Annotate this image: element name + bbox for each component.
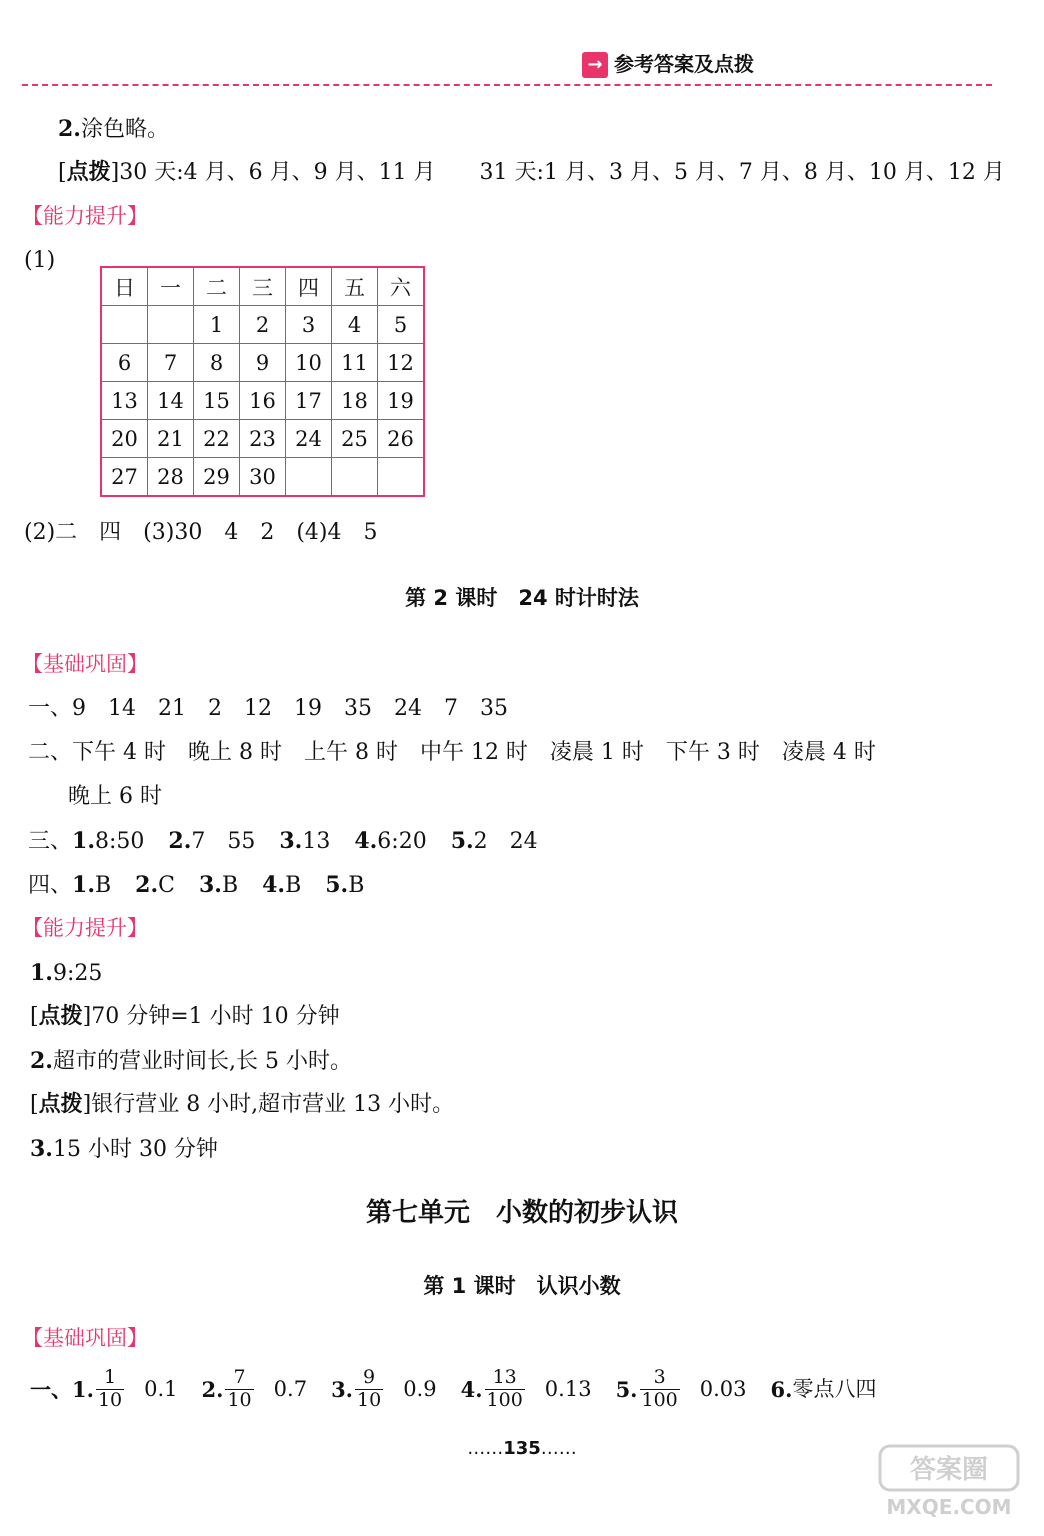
- date-cell: 10: [286, 344, 332, 382]
- date-cell: 30: [240, 458, 286, 497]
- date-cell: 25: [332, 420, 378, 458]
- date-cell: 18: [332, 382, 378, 420]
- hint-line: [30, 1094, 454, 1116]
- calendar-row: [101, 344, 424, 382]
- weekday-cell: 三: [240, 267, 286, 306]
- fraction-numerator: 1: [96, 1368, 124, 1390]
- item-value: 2 24: [473, 829, 538, 854]
- exercise-4: [28, 874, 364, 897]
- item-number: 3.: [279, 828, 303, 854]
- fraction-numerator: 9: [355, 1368, 383, 1390]
- watermark-text: MXQE.COM: [886, 1495, 1012, 1519]
- fraction-item: [202, 1368, 332, 1411]
- header-divider: [22, 84, 992, 86]
- fraction-denominator: 100: [641, 1388, 678, 1411]
- hint-text: 银行营业 8 小时,超市营业 13 小时。: [91, 1092, 455, 1117]
- answer-text: 涂色略。: [80, 117, 169, 142]
- date-cell: 12: [378, 344, 425, 382]
- fraction-numerator: 13: [485, 1368, 525, 1390]
- tag-basic: 【基础巩固】: [22, 652, 148, 676]
- header-title: 参考答案及点拨: [614, 52, 754, 76]
- date-cell: 26: [378, 420, 425, 458]
- date-cell: 22: [194, 420, 240, 458]
- calendar-table: [100, 266, 425, 497]
- exercise-prefix: 一、: [30, 1376, 72, 1402]
- exercise-1-fractions: [30, 1368, 876, 1411]
- hint-label: 点拨: [38, 1004, 83, 1029]
- fraction-denominator: 10: [97, 1388, 123, 1411]
- page-number-value: 135: [503, 1438, 541, 1459]
- date-cell: 2: [240, 306, 286, 344]
- fraction: [485, 1368, 525, 1411]
- hint-bracket-close: ]: [82, 1092, 92, 1117]
- date-cell: [378, 458, 425, 497]
- answers-2-4: (2)二 四 (3)30 4 2 (4)4 5: [24, 520, 378, 545]
- hint-bracket-open: [: [58, 160, 67, 185]
- lesson-2-title: 第 2 课时 24 时计时法: [405, 586, 639, 610]
- hint-bracket-close: ]: [110, 160, 120, 185]
- tag-basic: 【基础巩固】: [22, 1326, 148, 1350]
- item-number: 1.: [72, 872, 95, 898]
- weekday-cell: 一: [148, 267, 194, 306]
- exercise-3: [28, 830, 538, 853]
- fraction: [225, 1368, 253, 1411]
- date-cell: 27: [101, 458, 148, 497]
- item-number: 1.: [72, 1376, 94, 1402]
- ability-answer-2: [30, 1050, 352, 1073]
- item-number: 4.: [262, 872, 286, 898]
- hint-bracket-open: [: [30, 1004, 39, 1029]
- item-value: B: [348, 873, 365, 898]
- item-number: 1.: [30, 960, 53, 986]
- date-cell: 19: [378, 382, 425, 420]
- calendar-header-row: [101, 267, 424, 306]
- hint-bracket-open: [: [30, 1092, 39, 1117]
- answer-2-line: [58, 118, 169, 141]
- date-cell: 9: [240, 344, 286, 382]
- lesson-1-title: 第 1 课时 认识小数: [423, 1274, 621, 1298]
- ability-answer-3: [30, 1138, 218, 1161]
- weekday-cell: 四: [286, 267, 332, 306]
- date-cell: [286, 458, 332, 497]
- date-cell: 28: [148, 458, 194, 497]
- hint-label: 点拨: [38, 1092, 83, 1117]
- unit-7-title: 第七单元 小数的初步认识: [365, 1198, 678, 1228]
- calendar-row: [101, 458, 424, 497]
- item-value: B: [94, 873, 112, 898]
- item-number: 5.: [450, 828, 474, 854]
- date-cell: 6: [101, 344, 148, 382]
- date-cell: 16: [240, 382, 286, 420]
- item-number: 3.: [30, 1136, 53, 1162]
- fraction-numerator: 3: [640, 1368, 680, 1390]
- fraction: [640, 1368, 680, 1411]
- item-value: B: [221, 873, 239, 898]
- fraction-item: [72, 1368, 202, 1411]
- item-value: C: [158, 873, 175, 898]
- item-number: 2.: [135, 872, 159, 898]
- item-value: 15 小时 30 分钟: [52, 1137, 218, 1162]
- exercise-prefix: 四、: [28, 873, 73, 898]
- weekday-cell: 五: [332, 267, 378, 306]
- item-value: 超市的营业时间长,长 5 小时。: [52, 1049, 352, 1074]
- exercise-2: 二、下午 4 时 晚上 8 时 上午 8 时 中午 12 时 凌晨 1 时 下午 3 时 凌晨 4 时: [28, 740, 876, 765]
- item-number: 5.: [325, 872, 349, 898]
- question-1-label: (1): [24, 248, 56, 273]
- item-number: 3.: [198, 872, 222, 898]
- weekday-cell: 日: [101, 267, 148, 306]
- date-cell: 7: [148, 344, 194, 382]
- date-cell: 8: [194, 344, 240, 382]
- item-value: 13: [302, 829, 331, 854]
- date-cell: 14: [148, 382, 194, 420]
- fraction-item: [461, 1368, 616, 1411]
- watermark-logo-icon: [874, 1442, 1024, 1522]
- item-value: 9:25: [52, 961, 103, 986]
- weekday-cell: 六: [378, 267, 425, 306]
- date-cell: [101, 306, 148, 344]
- exercise-prefix: 三、: [28, 829, 73, 854]
- page-dots-right: ……: [540, 1438, 577, 1459]
- item-value: 8:50: [94, 829, 145, 854]
- hint-label: 点拨: [66, 160, 111, 185]
- exercise-2-continued: 晚上 6 时: [68, 784, 162, 809]
- item-number: 5.: [615, 1376, 638, 1402]
- decimal-value: 0.7: [273, 1376, 308, 1401]
- date-cell: 23: [240, 420, 286, 458]
- calendar-row: [101, 382, 424, 420]
- date-cell: 1: [194, 306, 240, 344]
- date-cell: 5: [378, 306, 425, 344]
- fraction-item: [616, 1368, 771, 1411]
- date-cell: 17: [286, 382, 332, 420]
- decimal-value: 0.1: [144, 1376, 178, 1401]
- fraction: [355, 1368, 383, 1411]
- item-value: 6:20: [377, 829, 427, 854]
- decimal-value: 0.13: [544, 1376, 592, 1401]
- item-number: 2.: [30, 1048, 53, 1074]
- item-value: 7 55: [191, 829, 256, 854]
- date-cell: 15: [194, 382, 240, 420]
- ability-answer-1: [30, 962, 102, 985]
- date-cell: [148, 306, 194, 344]
- exercise-1: 一、9 14 21 2 12 19 35 24 7 35: [28, 696, 508, 721]
- date-cell: 29: [194, 458, 240, 497]
- tag-ability: 【能力提升】: [22, 916, 148, 940]
- date-cell: [332, 458, 378, 497]
- date-cell: 13: [101, 382, 148, 420]
- fraction-denominator: 100: [486, 1388, 523, 1411]
- text-item: [770, 1376, 877, 1402]
- weekday-cell: 二: [194, 267, 240, 306]
- answer-number: 2.: [58, 116, 81, 142]
- date-cell: 3: [286, 306, 332, 344]
- hint-line: [58, 162, 1005, 184]
- fraction-denominator: 10: [357, 1388, 382, 1411]
- tag-ability: 【能力提升】: [22, 204, 148, 228]
- calendar-row: [101, 306, 424, 344]
- date-cell: 24: [286, 420, 332, 458]
- date-cell: 21: [148, 420, 194, 458]
- fraction-numerator: 7: [225, 1368, 253, 1390]
- calendar-row: [101, 420, 424, 458]
- hint-text: 30 天:4 月、6 月、9 月、11 月 31 天:1 月、3 月、5 月、7 月、8 月、10 月、12 月: [119, 160, 1005, 185]
- item-number: 4.: [354, 828, 378, 854]
- item-value: B: [285, 873, 302, 898]
- decimal-value: 0.03: [699, 1376, 747, 1401]
- svg-text:答案圈: 答案圈: [909, 1455, 989, 1485]
- hint-text: 70 分钟=1 小时 10 分钟: [91, 1004, 340, 1029]
- item-number: 4.: [460, 1376, 483, 1402]
- header-arrow-icon: →: [582, 52, 608, 78]
- hint-line: [30, 1006, 340, 1028]
- item-number: 2.: [201, 1376, 224, 1402]
- item-value: 零点八四: [792, 1376, 877, 1401]
- decimal-value: 0.9: [403, 1376, 437, 1401]
- item-number: 3.: [331, 1376, 353, 1402]
- hint-bracket-close: ]: [82, 1004, 92, 1029]
- date-cell: 4: [332, 306, 378, 344]
- item-number: 1.: [72, 828, 95, 854]
- date-cell: 11: [332, 344, 378, 382]
- item-number: 6.: [770, 1376, 793, 1402]
- page-dots-left: ……: [467, 1438, 504, 1459]
- item-number: 2.: [168, 828, 192, 854]
- fraction-denominator: 10: [227, 1388, 252, 1411]
- fraction: [96, 1368, 124, 1411]
- date-cell: 20: [101, 420, 148, 458]
- fraction-item: [331, 1368, 461, 1411]
